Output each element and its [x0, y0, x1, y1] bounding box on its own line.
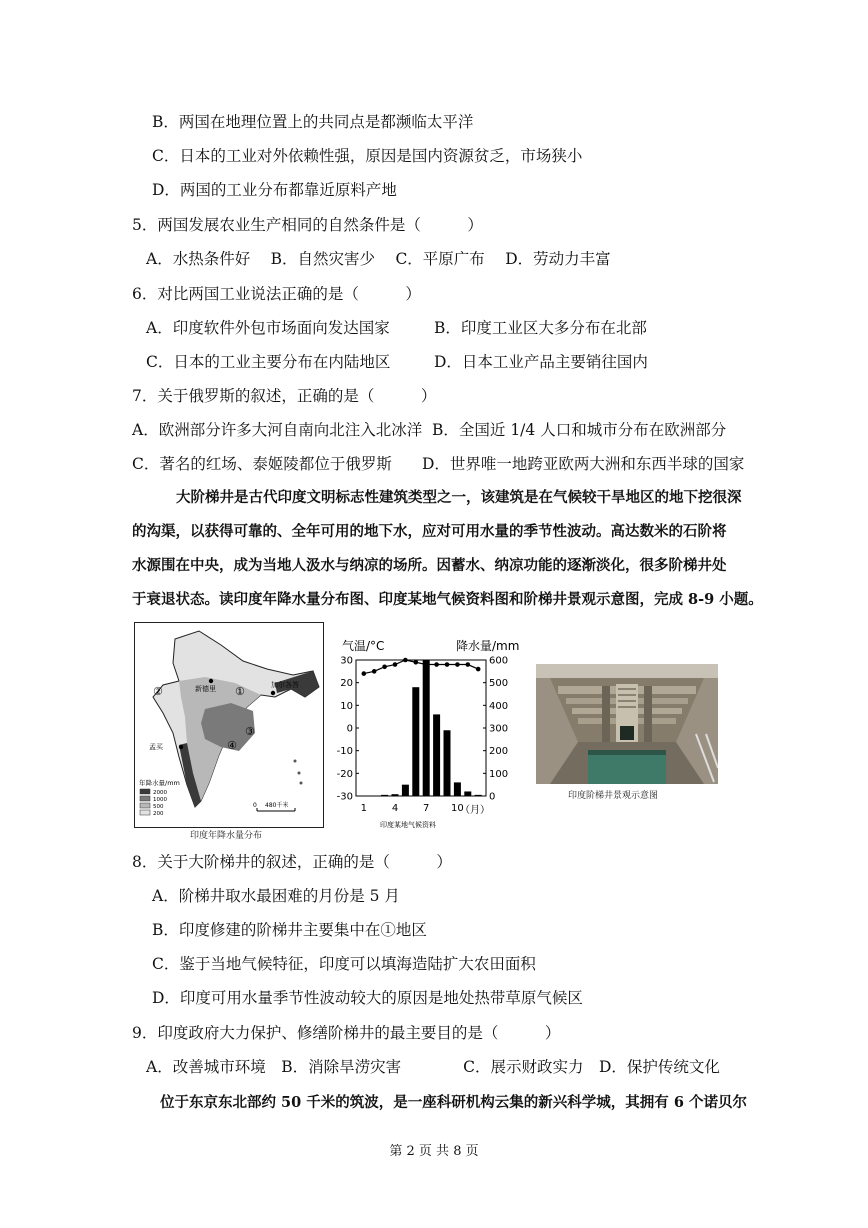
y-left-tick-label-5: -20: [336, 768, 353, 780]
map-drawing: [135, 623, 323, 827]
temperature-point-month-4: [393, 662, 398, 667]
q7-option-b: B．全国近 1/4 人口和城市分布在欧洲部分: [432, 421, 727, 439]
temperature-point-month-7: [424, 662, 429, 667]
q7-stem: 7．关于俄罗斯的叙述，正确的是（ ）: [132, 387, 437, 405]
page-footer: 第 2 页 共 8 页: [389, 1144, 479, 1159]
city-label-mengmai: 孟买: [149, 743, 163, 751]
passage-line-3: 水源围在中央，成为当地人汲水与纳凉的场所。因蓄水、纳凉功能的逐渐淡化，很多阶梯井处: [132, 557, 727, 574]
passage-line-4: 于衰退状态。读印度年降水量分布图、印度某地气候资料图和阶梯井景观示意图，完成 8-9 小题。: [132, 591, 763, 608]
q7-option-a: A．欧洲部分许多大河自南向北注入北冰洋: [132, 421, 423, 439]
y-right-tick-label-3: 300: [489, 723, 509, 735]
map-caption: 印度年降水量分布: [190, 831, 263, 841]
q6-stem: 6．对比两国工业说法正确的是（ ）: [132, 285, 421, 303]
x-tick-label-2: 7: [423, 803, 430, 814]
temperature-point-month-5: [403, 658, 408, 663]
photo-caption: 印度阶梯井景观示意图: [568, 791, 659, 801]
q8-option-b: B．印度修建的阶梯井主要集中在①地区: [152, 921, 427, 939]
precip-bar-month-10: [454, 782, 461, 796]
scale-label: 480千米: [265, 802, 289, 809]
y-left-tick-label-3: 0: [346, 723, 353, 735]
legend-value-500: 500: [153, 804, 164, 810]
passage-line-1: 大阶梯井是古代印度文明标志性建筑类型之一，该建筑是在气候较干旱地区的地下挖很深: [176, 489, 742, 506]
precip-bar-month-3: [381, 795, 388, 796]
passage-line-2: 的沟渠，以获得可靠的、全年可用的地下水，应对可用水量的季节性波动。高达数米的石阶将: [132, 523, 727, 540]
precip-bar-month-6: [412, 687, 419, 796]
q6-option-d: D．日本工业产品主要销往国内: [434, 353, 648, 371]
temperature-point-month-9: [445, 662, 450, 667]
precip-bar-month-9: [444, 730, 451, 796]
x-tick-label-3: 10: [451, 803, 464, 814]
temperature-point-month-6: [414, 660, 419, 665]
q8-option-d: D．印度可用水量季节性波动较大的原因是地处热带草原气候区: [152, 989, 583, 1007]
temperature-point-month-2: [372, 669, 377, 674]
precip-bar-month-5: [402, 785, 409, 796]
chart-xlabel: （月）: [460, 805, 490, 816]
temperature-point-month-12: [476, 667, 481, 672]
temperature-line: [364, 660, 478, 674]
precip-bar-month-12: [475, 795, 482, 796]
region-marker-4: ④: [227, 739, 237, 752]
city-label-xindeli: 新德里: [195, 685, 216, 693]
q5-options: A．水热条件好 B．自然灾害少 C．平原广布 D．劳动力丰富: [146, 250, 611, 268]
region-marker-3: ③: [245, 725, 255, 738]
y-left-tick-label-0: 30: [340, 655, 353, 667]
q7-option-c: C．著名的红场、泰姬陵都位于俄罗斯: [132, 455, 392, 473]
q6-option-b: B．印度工业区大多分布在北部: [434, 319, 647, 337]
stepwell-photo: [536, 664, 718, 784]
q6-option-c: C．日本的工业主要分布在内陆地区: [146, 353, 391, 371]
q9-options: A．改善城市环境 B．消除旱涝灾害 C．展示财政实力 D．保护传统文化: [146, 1058, 720, 1076]
q6-option-a: A．印度软件外包市场面向发达国家: [146, 319, 390, 337]
temperature-point-month-11: [466, 662, 471, 667]
stepwell-drawing: [536, 664, 718, 784]
city-dot-jiaerge: [271, 691, 275, 695]
x-tick-label-0: 1: [360, 803, 367, 814]
q9-stem: 9．印度政府大力保护、修缮阶梯井的最主要目的是（ ）: [132, 1024, 561, 1042]
y-left-tick-label-6: -30: [336, 791, 353, 803]
temperature-point-month-1: [362, 671, 367, 676]
chart-caption: 印度某地气候资料: [380, 821, 436, 829]
q8-option-c: C．鉴于当地气候特征，印度可以填海造陆扩大农田面积: [152, 955, 536, 973]
y-right-tick-label-5: 100: [489, 768, 509, 780]
q7-option-d: D．世界唯一地跨亚欧两大洲和东西半球的国家: [422, 455, 745, 473]
y-right-tick-label-6: 0: [489, 791, 496, 803]
city-dot-mengmai: [179, 745, 183, 749]
y-left-tick-label-2: 10: [340, 700, 353, 712]
legend-value-1000: 1000: [153, 797, 167, 803]
plot-frame: [356, 660, 486, 796]
city-dot-xindeli: [209, 679, 213, 683]
x-tick-label-1: 4: [391, 803, 399, 814]
precip-bar-month-7: [423, 660, 430, 796]
y-right-tick-label-2: 400: [489, 700, 509, 712]
chart-ylabel-right: 降水量/mm: [456, 639, 520, 653]
q4-option-b: B．两国在地理位置上的共同点是都濒临太平洋: [152, 113, 474, 131]
region-marker-2: ②: [153, 685, 163, 698]
legend-title: 年降水量/mm: [139, 779, 180, 787]
legend-value-2000: 2000: [153, 790, 167, 796]
q4-option-c: C．日本的工业对外依赖性强，原因是国内资源贫乏，市场狭小: [152, 147, 583, 165]
temperature-point-month-10: [455, 662, 460, 667]
q8-stem: 8．关于大阶梯井的叙述，正确的是（ ）: [132, 853, 452, 871]
region-marker-1: ①: [235, 685, 245, 698]
q4-option-d: D．两国的工业分布都靠近原料产地: [152, 181, 397, 199]
precip-bar-month-8: [433, 714, 440, 796]
india-precipitation-map: [134, 622, 324, 828]
y-right-tick-label-4: 200: [489, 746, 509, 758]
y-right-tick-label-1: 500: [489, 678, 509, 690]
scale-zero: 0: [253, 802, 257, 809]
y-right-tick-label-0: 600: [489, 655, 509, 667]
y-left-tick-label-4: -10: [336, 746, 353, 758]
climate-chart: [328, 632, 528, 832]
q8-option-a: A．阶梯井取水最困难的月份是 5 月: [152, 887, 400, 905]
q5-stem: 5．两国发展农业生产相同的自然条件是（ ）: [132, 216, 483, 234]
y-left-tick-label-1: 20: [340, 678, 353, 690]
city-label-jiaerge: 加尔各答: [271, 681, 299, 689]
passage2-line-1: 位于东京东北部约 50 千米的筑波，是一座科研机构云集的新兴科学城，其拥有 6 个诺贝尔: [160, 1094, 747, 1111]
legend-value-200: 200: [153, 811, 164, 817]
precip-bar-month-4: [392, 794, 399, 796]
temperature-point-month-3: [382, 665, 387, 670]
temperature-point-month-8: [434, 662, 439, 667]
precip-bar-month-11: [464, 791, 471, 796]
chart-ylabel-left: 气温/°C: [342, 639, 385, 653]
